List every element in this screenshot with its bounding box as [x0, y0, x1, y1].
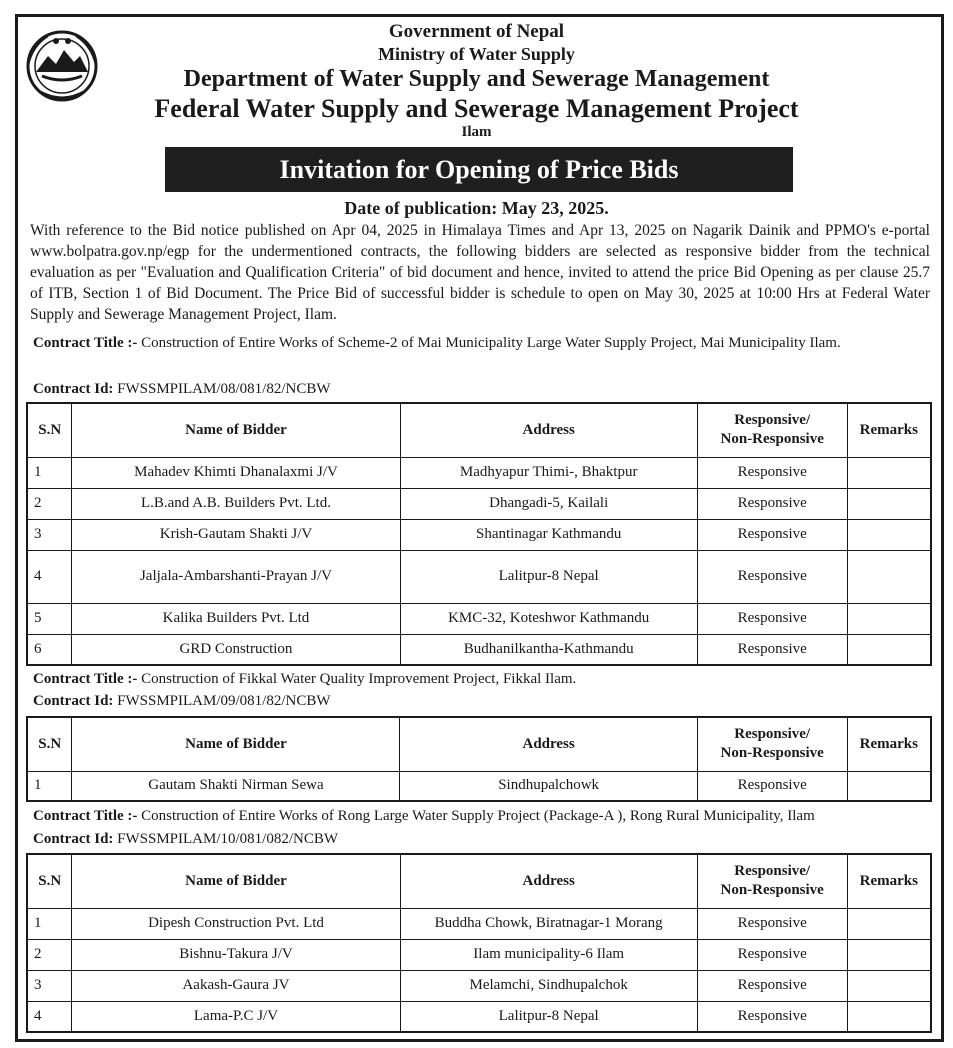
contract-id-value: FWSSMPILAM/08/081/82/NCBW	[117, 381, 331, 397]
table-row: 2 L.B.and A.B. Builders Pvt. Ltd. Dhangadi-5, Kailali Responsive	[27, 488, 931, 519]
table-row: 1 Dipesh Construction Pvt. Ltd Buddha Chowk, Biratnagar-1 Morang Responsive	[27, 908, 931, 939]
contract-title-text: Construction of Entire Works of Scheme-2 of Mai Municipality Large Water Supply Project, Mai Municipality Ilam.	[141, 335, 841, 351]
contract-id	[33, 379, 331, 399]
header-sn: S.N	[27, 717, 72, 771]
contract-id-value: FWSSMPILAM/09/081/82/NCBW	[117, 693, 331, 709]
table-row: 1 Mahadev Khimti Dhanalaxmi J/V Madhyapur Thimi-, Bhaktpur Responsive	[27, 457, 931, 488]
header-address: Address	[400, 854, 697, 908]
table-row: 3 Aakash-Gaura JV Melamchi, Sindhupalchok Responsive	[27, 970, 931, 1001]
header-responsive: Responsive/ Non-Responsive	[697, 717, 847, 771]
contract-id	[33, 829, 338, 849]
table-row: 6 GRD Construction Budhanilkantha-Kathmandu Responsive	[27, 634, 931, 665]
header-remarks: Remarks	[847, 717, 931, 771]
table-row: 1 Gautam Shakti Nirman Sewa Sindhupalchowk Responsive	[27, 771, 931, 801]
table-row: 3 Krish-Gautam Shakti J/V Shantinagar Kathmandu Responsive	[27, 519, 931, 550]
header-remarks: Remarks	[847, 854, 931, 908]
contract-title-label: Contract Title :-	[33, 335, 138, 351]
contract-title	[33, 669, 933, 689]
header-department: Department of Water Supply and Sewerage Management	[183, 66, 770, 92]
contract-id-label: Contract Id:	[33, 381, 114, 397]
contract-id-label: Contract Id:	[33, 831, 114, 847]
header-address: Address	[400, 403, 697, 457]
header-name: Name of Bidder	[72, 403, 400, 457]
notice-title-banner: Invitation for Opening of Price Bids	[165, 147, 793, 192]
contract-title-label: Contract Title :-	[33, 671, 138, 687]
contract-id	[33, 691, 331, 711]
header-responsive: Responsive/ Non-Responsive	[697, 403, 847, 457]
contract-title-text: Construction of Entire Works of Rong Large Water Supply Project (Package-A ), Rong Rural Municipality, Ilam	[141, 808, 815, 824]
header-sn: S.N	[27, 854, 72, 908]
table-row: 4 Jaljala-Ambarshanti-Prayan J/V Lalitpur-8 Nepal Responsive	[27, 550, 931, 603]
bidders-table	[26, 402, 932, 666]
header-address: Address	[400, 717, 697, 771]
table-header-row	[27, 403, 931, 457]
bidders-table	[26, 716, 932, 802]
table-header-row	[27, 854, 931, 908]
header-responsive: Responsive/ Non-Responsive	[697, 854, 847, 908]
header-project: Federal Water Supply and Sewerage Management Project	[154, 94, 799, 123]
header-name: Name of Bidder	[72, 854, 400, 908]
table-header-row	[27, 717, 931, 771]
header-name: Name of Bidder	[72, 717, 400, 771]
intro-paragraph: With reference to the Bid notice published on Apr 04, 2025 in Himalaya Times and Apr 13, 2025 on Nagarik Dainik and PPMO's e-portal www.bolpatra.gov.np/egp for the undermentioned contracts, the following bidders are selected as responsive bidder from the technical evaluation as per "Evaluation and Qualification Criteria" of bid document and hence, invited to attend the price Bid Opening as per clause 25.7 of ITB, Section 1 of Bid Document. The Price Bid of successful bidder is schedule to open on May 30, 2025 at 10:00 Hrs at Federal Water Supply and Sewerage Management Project, Ilam.	[30, 222, 930, 323]
publication-date: Date of publication: May 23, 2025.	[344, 198, 609, 218]
contract-title-label: Contract Title :-	[33, 808, 138, 824]
contract-title	[33, 806, 933, 826]
header-remarks: Remarks	[847, 403, 931, 457]
contract-title	[33, 333, 933, 353]
table-row: 5 Kalika Builders Pvt. Ltd KMC-32, Koteshwor Kathmandu Responsive	[27, 603, 931, 634]
table-row: 4 Lama-P.C J/V Lalitpur-8 Nepal Responsive	[27, 1001, 931, 1032]
table-row: 2 Bishnu-Takura J/V Ilam municipality-6 Ilam Responsive	[27, 939, 931, 970]
contract-id-label: Contract Id:	[33, 693, 114, 709]
header-government: Government of Nepal	[388, 21, 565, 42]
contract-title-text: Construction of Fikkal Water Quality Improvement Project, Fikkal Ilam.	[141, 671, 577, 687]
bidders-table	[26, 853, 932, 1033]
header-location: Ilam	[461, 124, 492, 140]
header-sn: S.N	[27, 403, 72, 457]
contract-id-value: FWSSMPILAM/10/081/082/NCBW	[117, 831, 339, 847]
header-ministry: Ministry of Water Supply	[378, 44, 575, 64]
